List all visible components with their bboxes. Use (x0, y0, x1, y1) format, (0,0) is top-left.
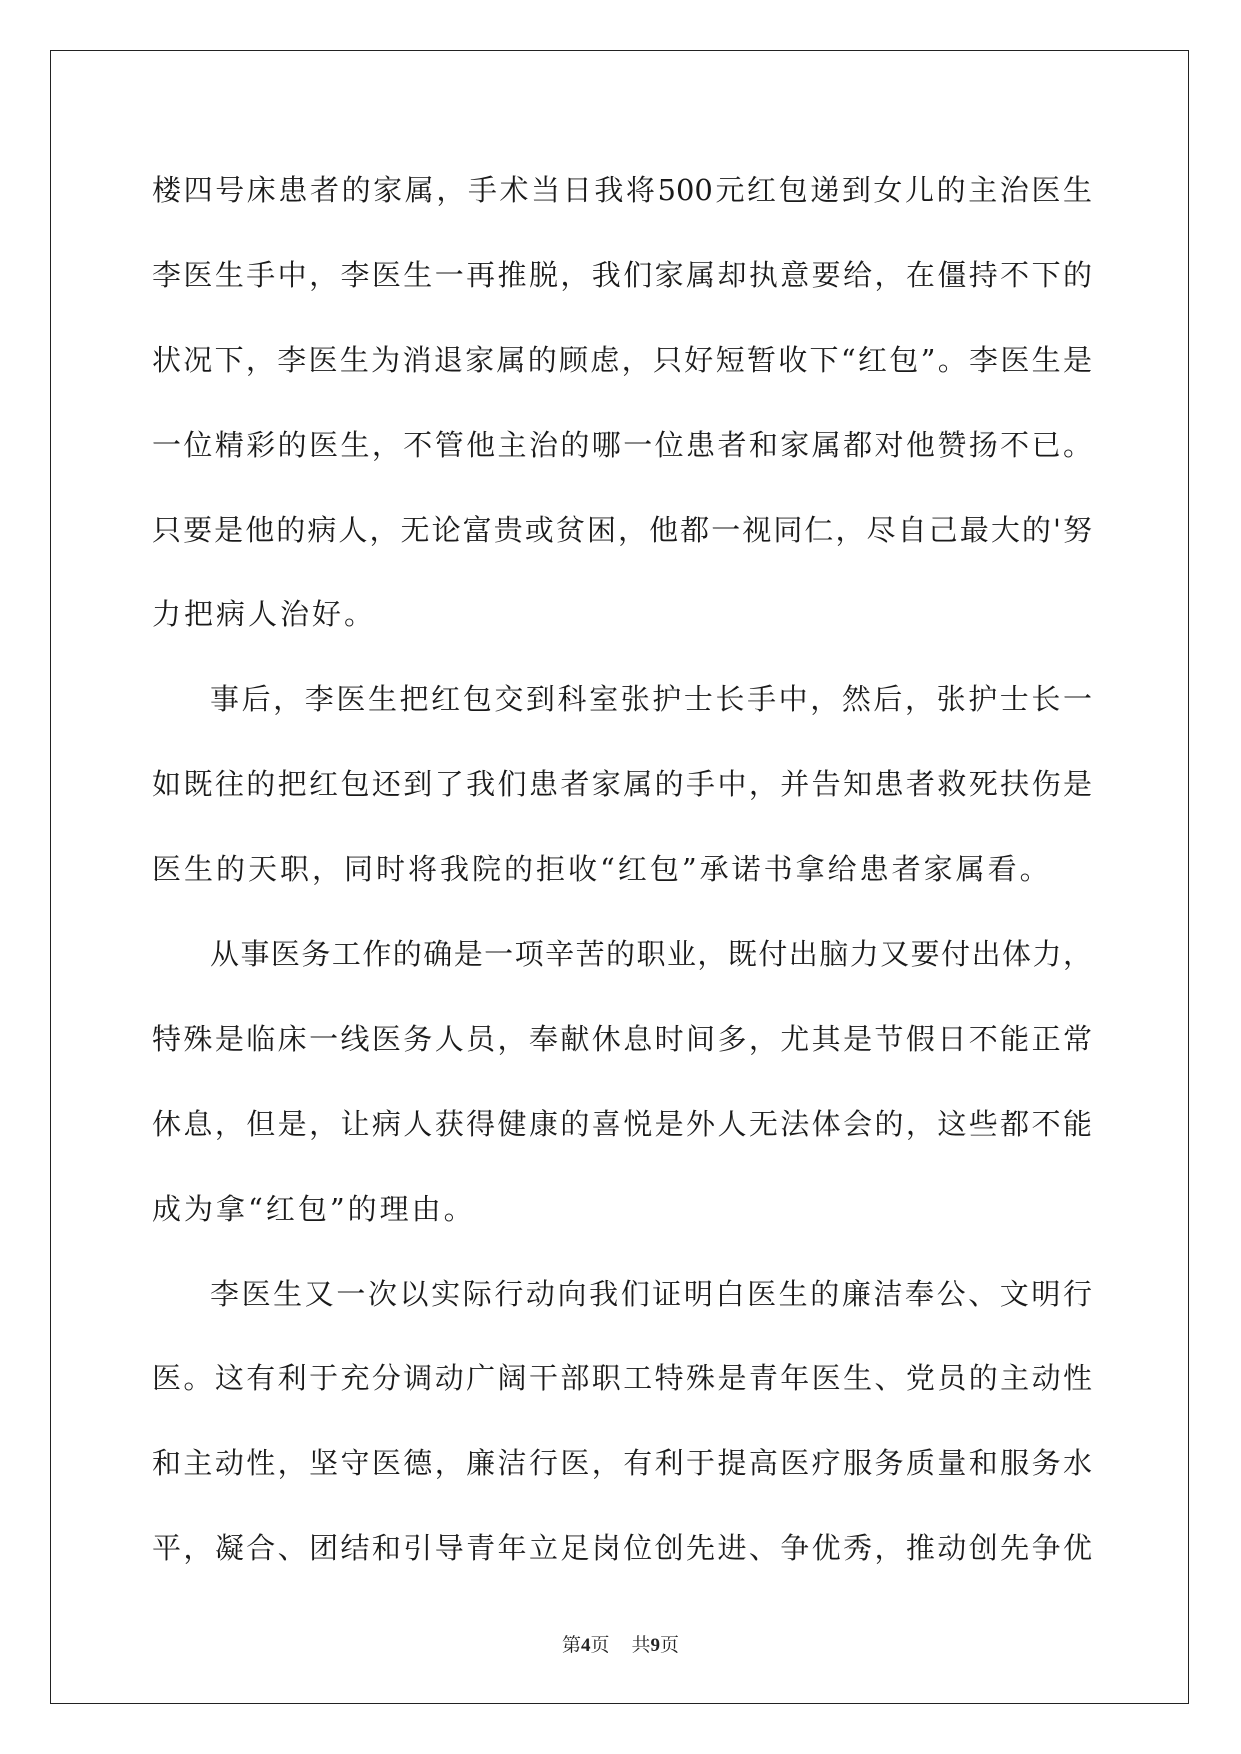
text-line: 楼四号床患者的家属，手术当日我将500元红包递到女儿的主治医生 (152, 173, 1092, 207)
document-body (152, 162, 1092, 1605)
total-suffix: 页 (660, 1635, 680, 1656)
total-prefix: 共 (631, 1635, 651, 1656)
page-number: 4 (580, 1635, 591, 1656)
text-line: 李医生手中，李医生一再推脱，我们家属却执意要给，在僵持不下的 (152, 257, 1092, 292)
text-line: 事后，李医生把红包交到科室张护士长手中，然后，张护士长一 (210, 682, 1092, 717)
text-line: 特殊是临床一线医务人员，奉献休息时间多，尤其是节假日不能正常 (152, 1021, 1092, 1056)
text-line: 力把病人治好。 (152, 597, 377, 632)
total-pages: 9 (650, 1635, 661, 1656)
text-line: 医。这有利于充分调动广阔干部职工特殊是青年医生、党员的主动性 (152, 1361, 1092, 1396)
text-line: 平，凝合、团结和引导青年立足岗位创先进、争优秀，推动创先争优 (152, 1531, 1092, 1566)
text-line: 如既往的把红包还到了我们患者家属的手中，并告知患者救死扶伤是 (152, 767, 1092, 802)
text-line: 只要是他的病人，无论富贵或贫困，他都一视同仁，尽自己最大的'努 (152, 512, 1092, 547)
page-prefix: 第 (561, 1635, 581, 1656)
page-suffix: 页 (590, 1635, 610, 1656)
text-line: 休息，但是，让病人获得健康的喜悦是外人无法体会的，这些都不能 (152, 1106, 1092, 1141)
page-footer (0, 1630, 1241, 1657)
text-line: 成为拿“红包”的理由。 (152, 1191, 476, 1226)
text-line: 状况下，李医生为消退家属的顾虑，只好短暂收下“红包”。李医生是 (152, 342, 1092, 377)
text-line: 医生的天职，同时将我院的拒收“红包”承诺书拿给患者家属看。 (152, 852, 1052, 887)
text-line: 从事医务工作的确是一项辛苦的职业，既付出脑力又要付出体力， (210, 937, 1092, 972)
text-line: 一位精彩的医生，不管他主治的哪一位患者和家属都对他赞扬不已。 (152, 427, 1092, 462)
text-line: 李医生又一次以实际行动向我们证明白医生的廉洁奉公、文明行 (210, 1276, 1092, 1311)
text-line: 和主动性，坚守医德，廉洁行医，有利于提高医疗服务质量和服务水 (152, 1446, 1092, 1481)
